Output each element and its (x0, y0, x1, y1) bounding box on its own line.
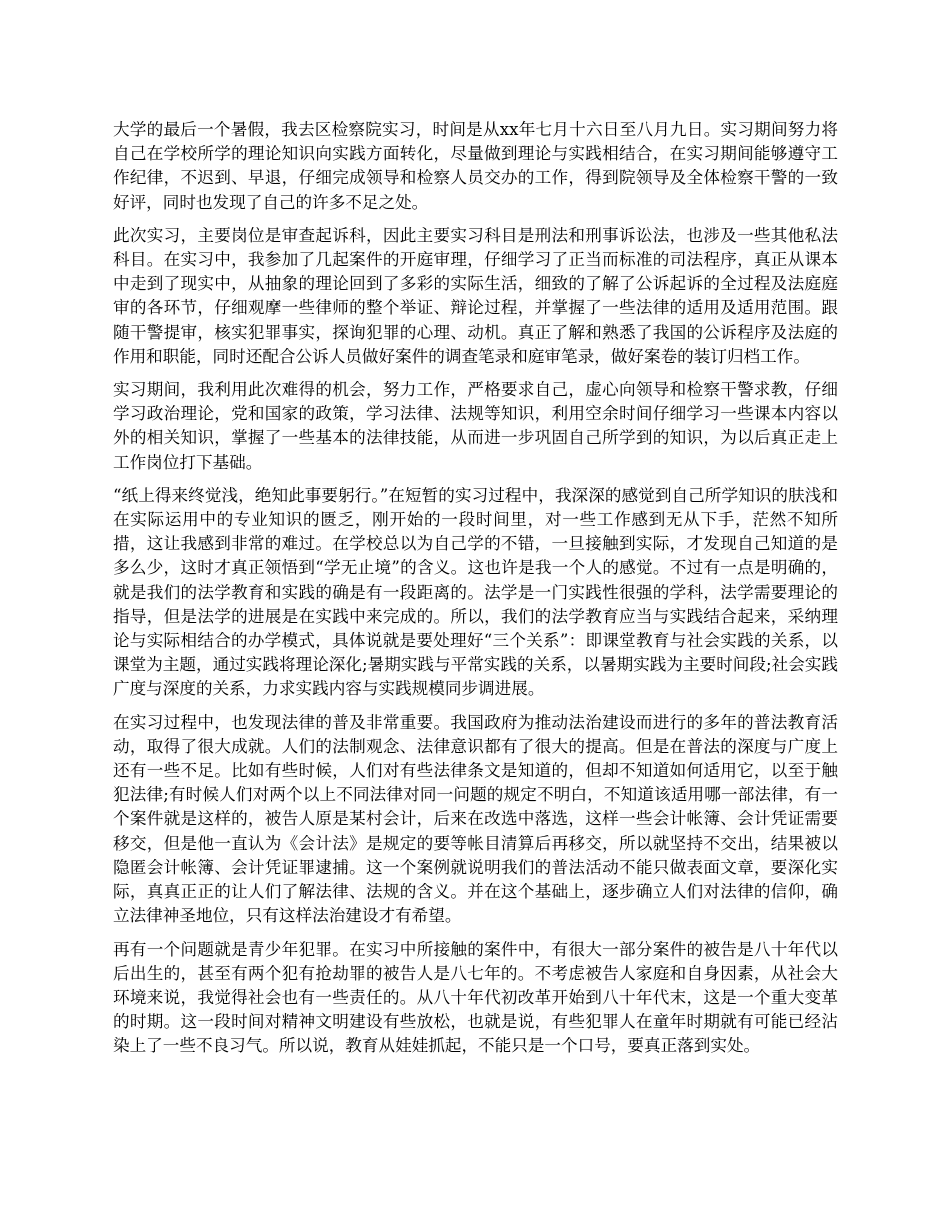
paragraph-legal-education: 在实习过程中，也发现法律的普及非常重要。我国政府为推动法治建设而进行的多年的普法教育活动，取得了很大成就。人们的法制观念、法律意识都有了很大的提高。但是在普法的深度与广度上还有一些不足。比如有些时候，人们对有些法律条文是知道的，但却不知道如何适用它，以至于触犯法律;有时候人们对两个以上不同法律对同一问题的规定不明白，不知道该适用哪一部法律，有一个案件就是这样的，被告人原是某村会计，后来在改选中落选，这样一些会计帐簿、会计凭证需要移交，但是他一直认为《会计法》是规定的要等帐目清算后再移交，所以就坚持不交出，结果被以隐匿会计帐簿、会计凭证罪逮捕。这一个案例就说明我们的普法活动不能只做表面文章，要深化实际，真真正正的让人们了解法律、法规的含义。并在这个基础上，逐步确立人们对法律的信仰，确立法律神圣地位，只有这样法治建设才有希望。 (113, 712, 838, 926)
paragraph-theory-and-practice: “纸上得来终觉浅，绝知此事要躬行。”在短暂的实习过程中，我深深的感觉到自己所学知识的肤浅和在实际运用中的专业知识的匮乏，刚开始的一段时间里，对一些工作感到无从下手，茫然不知所措，这让我感到非常的难过。在学校总以为自己学的不错，一旦接触到实际，才发现自己知道的是多么少，这时才真正领悟到“学无止境”的含义。这也许是我一个人的感觉。不过有一点是明确的，就是我们的法学教育和实践的确是有一段距离的。法学是一门实践性很强的学科，法学需要理论的指导，但是法学的进展是在实践中来完成的。所以，我们的法学教育应当与实践结合起来，采纳理论与实际相结合的办学模式，具体说就是要处理好“三个关系”：即课堂教育与社会实践的关系，以课堂为主题，通过实践将理论深化;暑期实践与平常实践的关系，以暑期实践为主要时间段;社会实践广度与深度的关系，力求实践内容与实践规模同步调进展。 (113, 485, 838, 699)
document-body (113, 118, 838, 1068)
paragraph-study-during-internship: 实习期间，我利用此次难得的机会，努力工作，严格要求自己，虚心向领导和检察干警求教，仔细学习政治理论，党和国家的政策，学习法律、法规等知识，利用空余时间仔细学习一些课本内容以外的相关知识，掌握了一些基本的法律技能，从而进一步巩固自己所学到的知识，为以后真正走上工作岗位打下基础。 (113, 380, 838, 472)
paragraph-juvenile-crime: 再有一个问题就是青少年犯罪。在实习中所接触的案件中，有很大一部分案件的被告是八十年代以后出生的，甚至有两个犯有抢劫罪的被告人是八七年的。不考虑被告人家庭和自身因素，从社会大环境来说，我觉得社会也有一些责任的。从八十年代初改革开始到八十年代末，这是一个重大变革的时期。这一段时间对精神文明建设有些放松，也就是说，有些犯罪人在童年时期就有可能已经沾染上了一些不良习气。所以说，教育从娃娃抓起，不能只是一个口号，要真正落到实处。 (113, 939, 838, 1056)
paragraph-internship-overview: 大学的最后一个暑假，我去区检察院实习，时间是从xx年七月十六日至八月九日。实习期间努力将自己在学校所学的理论知识向实践方面转化，尽量做到理论与实践相结合，在实习期间能够遵守工作纪律，不迟到、早退，仔细完成领导和检察人员交办的工作，得到院领导及全体检察干警的一致好评，同时也发现了自己的许多不足之处。 (113, 120, 838, 212)
paragraph-main-position: 此次实习，主要岗位是审查起诉科，因此主要实习科目是刑法和刑事诉讼法，也涉及一些其他私法科目。在实习中，我参加了几起案件的开庭审理，仔细学习了正当而标准的司法程序，真正从课本中走到了现实中，从抽象的理论回到了多彩的实际生活，细致的了解了公诉起诉的全过程及法庭庭审的各环节，仔细观摩一些律师的整个举证、辩论过程，并掌握了一些法律的适用及适用范围。跟随干警提审，核实犯罪事实，探询犯罪的心理、动机。真正了解和熟悉了我国的公诉程序及法庭的作用和职能，同时还配合公诉人员做好案件的调查笔录和庭审笔录，做好案卷的装订归档工作。 (113, 225, 838, 366)
